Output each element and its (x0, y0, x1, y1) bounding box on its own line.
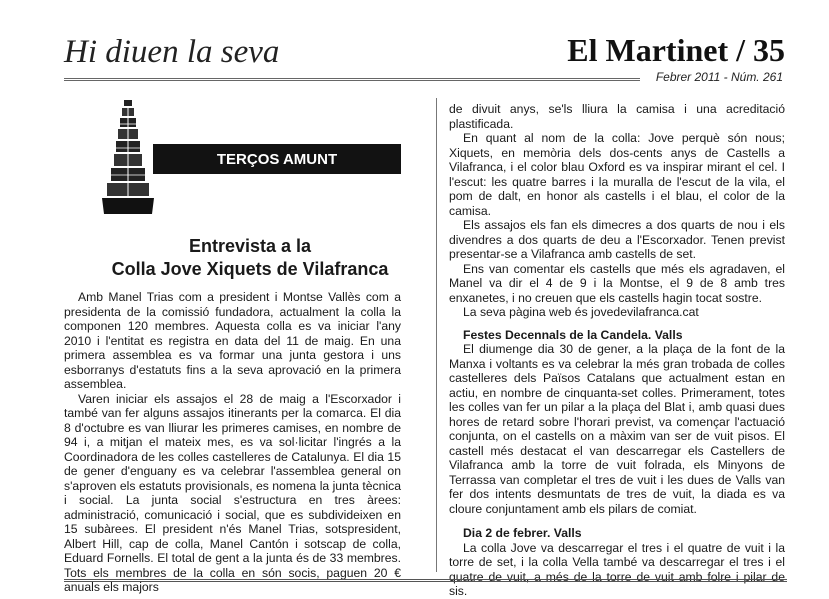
section-title: Hi diuen la seva (64, 34, 280, 70)
paragraph: Els assajos els fan els dimecres a dos quarts de nou i els divendres a dos quarts de deu a l'Escorxador. Tenen previst presentar-se a Vilafranca amb castells de set. (449, 218, 785, 261)
issue-line: Febrer 2011 - Núm. 261 (655, 70, 783, 84)
left-column (64, 290, 401, 595)
paragraph: El diumenge dia 30 de gener, a la plaça de la font de la Manxa i voltants es va celebrar la més gran trobada de colles castelleres dels Països Catalans que actualment estan en actiu, en nombre de cinquanta-set colles. Primerament, totes les colles van fer un pilar a la plaça del Blat i, amb quasi dues hores de retard sobre l'horari previst, va començar l'actuació conjunta, on el castells on a màxim van ser de vuit pisos. El castell més destacat el van descarregar els Castellers de Vilafranca amb la torre de vuit folrada, els Minyons de Terrassa van completar el tres de vuit i les dues de Valls van fer dos intents desmuntats de tres de vuit, la diada es va cloure conjuntament amb els pilars de comiat. (449, 342, 785, 516)
subheading: Dia 2 de febrer. Valls (463, 526, 582, 540)
human-tower-illustration (100, 98, 156, 218)
paragraph: Ens van comentar els castells que més els agradaven, el Manel va dir el 4 de 9 i la Montse, el 9 de 8 amb tres enxanetes, i no creuen que els castells hagin tocat sostre. (449, 261, 785, 305)
section-banner (153, 144, 401, 174)
subheading: Festes Decennals de la Candela. Valls (463, 327, 683, 342)
paragraph: En quant al nom de la colla: Jove perquè són nous; Xiquets, en memòria dels dos-cents anys de Castells a Vilafranca, i el color blau Oxford es va inspirar mirant el cel. I l'escut: les quatre barres i la muralla de l'escut de la vila, el pom de dalt, en honor als castells i el blau, el color de la camisa. (449, 131, 785, 218)
header-rule (64, 78, 640, 81)
paragraph: La colla Jove va descarregar el tres i el quatre de vuit i la torre de set, i la colla Vella també va descarregar el tres i el quatre de vuit, a més de la torre de vuit amb folre i pilar de sis. (449, 540, 785, 598)
right-column (449, 102, 785, 599)
article-headline-line-2: Colla Jove Xiquets de Vilafranca (111, 259, 389, 279)
banner-title: TERÇOS AMUNT (216, 150, 338, 168)
article-headline-line-1: Entrevista a la (188, 236, 312, 256)
paragraph: Amb Manel Trias com a president i Montse Vallès com a presidenta de la comissió fundadora, actualment la colla la componen 120 membres. Aquesta colla es va iniciar l'any 2010 i l'entitat es registra en data del 11 de maig. En una primera assemblea es va formar una junta gestora i uns esborranys d'estatuts fins a la seva aprovació en la primera assemblea. (64, 290, 401, 391)
footer-rule (64, 579, 787, 582)
paragraph: Varen iniciar els assajos el 28 de maig a l'Escorxador i també van fer alguns assajos itinerants per la comarca. El dia 8 d'octubre es van lliurar les primeres camises, en nombre de 94 i, a mitjan el mateix mes, es va sol·licitar l'ingrés a la Coordinadora de les colles castelleres de Catalunya. El dia 15 de gener d'enguany es va celebrar l'assemblea general on s'aproven els estatuts provisionals, es nomena la junta tècnica i social. La junta social s'estructura en tres àrees: administració, comunicació i social, que es subdivideixen en 15 subàrees. El president n'és Manel Trias, sotspresident, Albert Hill, cap de colla, Manel Cantón i sotscap de colla, Eduard Fornells. El total de gent a la junta és de 33 membres. Tots els membres de la colla en són socis, paguen 20 € anuals els majors (64, 391, 401, 594)
paragraph: de divuit anys, se'ls lliura la camisa i una acreditació plastificada. (449, 102, 785, 131)
column-divider (436, 98, 437, 572)
masthead: El Martinet / 35 (567, 32, 785, 68)
paragraph: La seva pàgina web és jovedevilafranca.cat (463, 305, 699, 319)
